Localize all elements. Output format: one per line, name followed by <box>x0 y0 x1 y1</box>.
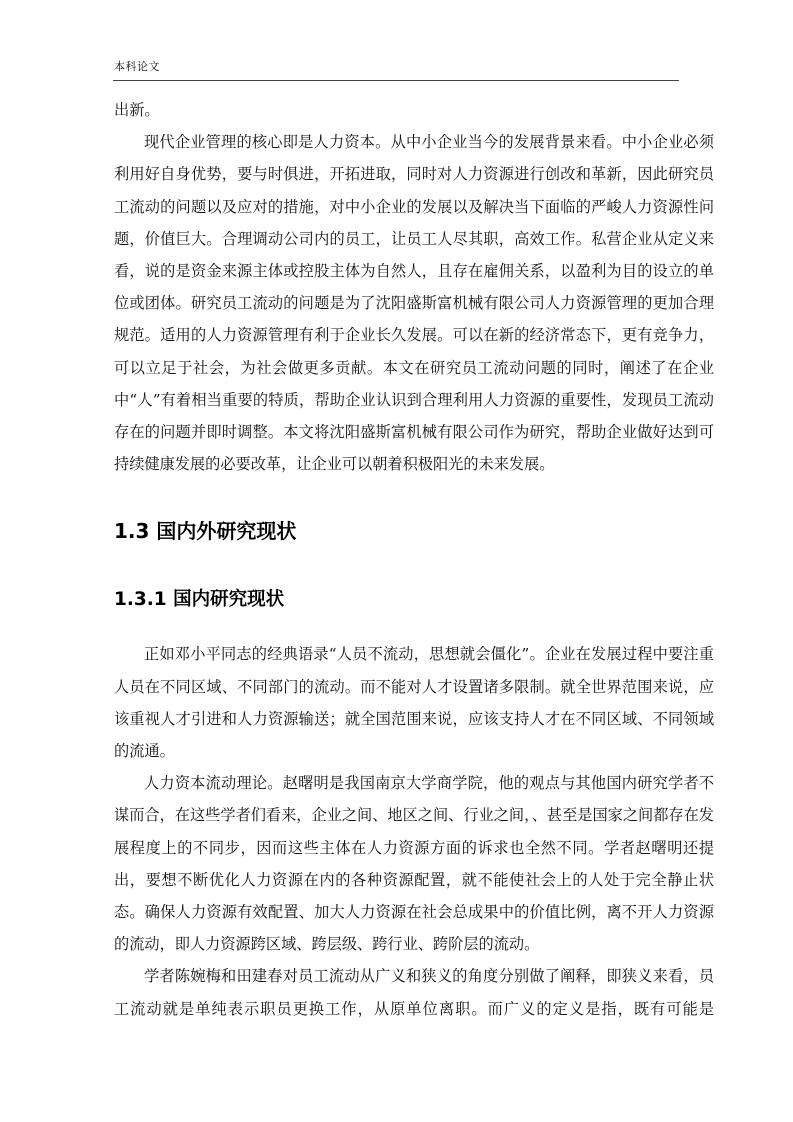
section-heading: 1.3 国内外研究现状 <box>114 519 297 544</box>
document-body <box>114 94 714 1025</box>
paragraph-continuation: 出新。 <box>114 101 160 119</box>
paragraph-intro: 现代企业管理的核心即是人力资本。从中小企业当今的发展背景来看。中小企业必须利用好自身优势，要与时俱进，开拓进取，同时对人力资源进行创改和革新，因此研究员工流动的问题以及应对的措施，对中小企业的发展以及解决当下面临的严峻人力资源性问题，价值巨大。合理调动公司内的员工，让员工人尽其职，高效工作。私营企业从定义来看，说的是资金来源主体或控股主体为自然人，且存在雇佣关系，以盈利为目的设立的单位或团体。研究员工流动的问题是为了沈阳盛斯富机械有限公司人力资源管理的更加合理规范。适用的人力资源管理有利于企业长久发展。可以在新的经济常态下，更有竞争力，可以立足于社会，为社会做更多贡献。本文在研究员工流动问题的同时，阐述了在企业中“人”有着相当重要的特质，帮助企业认识到合理利用人力资源的重要性，发现员工流动存在的问题并即时调整。本文将沈阳盛斯富机械有限公司作为研究，帮助企业做好达到可持续健康发展的必要改革，让企业可以朝着积极阳光的未来发展。 <box>114 133 714 474</box>
header-divider <box>113 80 679 81</box>
paragraph-body-1: 正如邓小平同志的经典语录“人员不流动，思想就会僵化”。企业在发展过程中要注重人员在不同区域、不同部门的流动。而不能对人才设置诸多限制。就全世界范围来说，应该重视人才引进和人力资源输送；就全国范围来说，应该支持人才在不同区域、不同领域的流通。 <box>114 645 714 761</box>
subsection-heading: 1.3.1 国内研究现状 <box>114 589 285 611</box>
paragraph-body-3: 学者陈婉梅和田建春对员工流动从广义和狭义的角度分别做了阐释，即狭义来看，员工流动就是单纯表示职员更换工作，从原单位离职。而广义的定义是指，既有可能是 <box>114 967 714 1018</box>
paragraph-body-2: 人力资本流动理论。赵曙明是我国南京大学商学院，他的观点与其他国内研究学者不谋而合，在这些学者们看来，企业之间、地区之间、行业之间，、甚至是国家之间都存在发展程度上的不同步，因而这些主体在人力资源方面的诉求也全然不同。学者赵曙明还提出，要想不断优化人力资源在内的各种资源配置，就不能使社会上的人处于完全静止状态。确保人力资源有效配置、加大人力资源在社会总成果中的价值比例，离不开人力资源的流动，即人力资源跨区域、跨层级、跨行业、跨阶层的流动。 <box>114 774 714 954</box>
header-title: 本科论文 <box>114 60 160 73</box>
